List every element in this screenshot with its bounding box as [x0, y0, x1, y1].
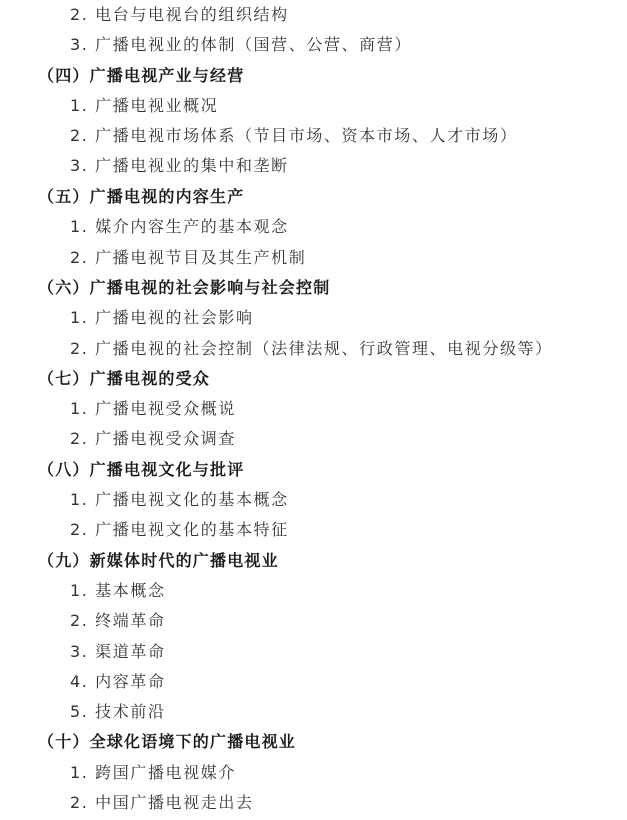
- list-item: 2. 终端革命: [70, 611, 166, 630]
- list-item: 2. 中国广播电视走出去: [70, 793, 254, 812]
- list-item: 5. 技术前沿: [70, 702, 166, 721]
- list-item: 4. 内容革命: [70, 672, 166, 691]
- list-item: 1. 跨国广播电视媒介: [70, 763, 236, 782]
- list-item: 1. 媒介内容生产的基本观念: [70, 217, 289, 236]
- section-heading: （七）广播电视的受众: [38, 369, 211, 388]
- list-item: 1. 广播电视业概况: [70, 96, 219, 115]
- section-heading: （十）全球化语境下的广播电视业: [38, 732, 297, 751]
- list-item: 2. 电台与电视台的组织结构: [70, 5, 289, 24]
- section-heading: （五）广播电视的内容生产: [38, 187, 245, 206]
- list-item: 1. 广播电视的社会影响: [70, 308, 254, 327]
- list-item: 1. 广播电视受众概说: [70, 399, 236, 418]
- list-item: 2. 广播电视市场体系（节目市场、资本市场、人才市场）: [70, 126, 518, 145]
- list-item: 3. 广播电视业的集中和垄断: [70, 156, 289, 175]
- list-item: 1. 广播电视文化的基本概念: [70, 490, 289, 509]
- section-heading: （六）广播电视的社会影响与社会控制: [38, 278, 331, 297]
- list-item: 2. 广播电视的社会控制（法律法规、行政管理、电视分级等）: [70, 339, 553, 358]
- list-item: 2. 广播电视节目及其生产机制: [70, 248, 307, 267]
- list-item: 3. 广播电视业的体制（国营、公营、商营）: [70, 35, 412, 54]
- section-heading: （八）广播电视文化与批评: [38, 460, 245, 479]
- list-item: 2. 广播电视受众调查: [70, 429, 236, 448]
- section-heading: （九）新媒体时代的广播电视业: [38, 551, 279, 570]
- section-heading: （四）广播电视产业与经营: [38, 66, 245, 85]
- list-item: 3. 渠道革命: [70, 642, 166, 661]
- list-item: 2. 广播电视文化的基本特征: [70, 520, 289, 539]
- list-item: 1. 基本概念: [70, 581, 166, 600]
